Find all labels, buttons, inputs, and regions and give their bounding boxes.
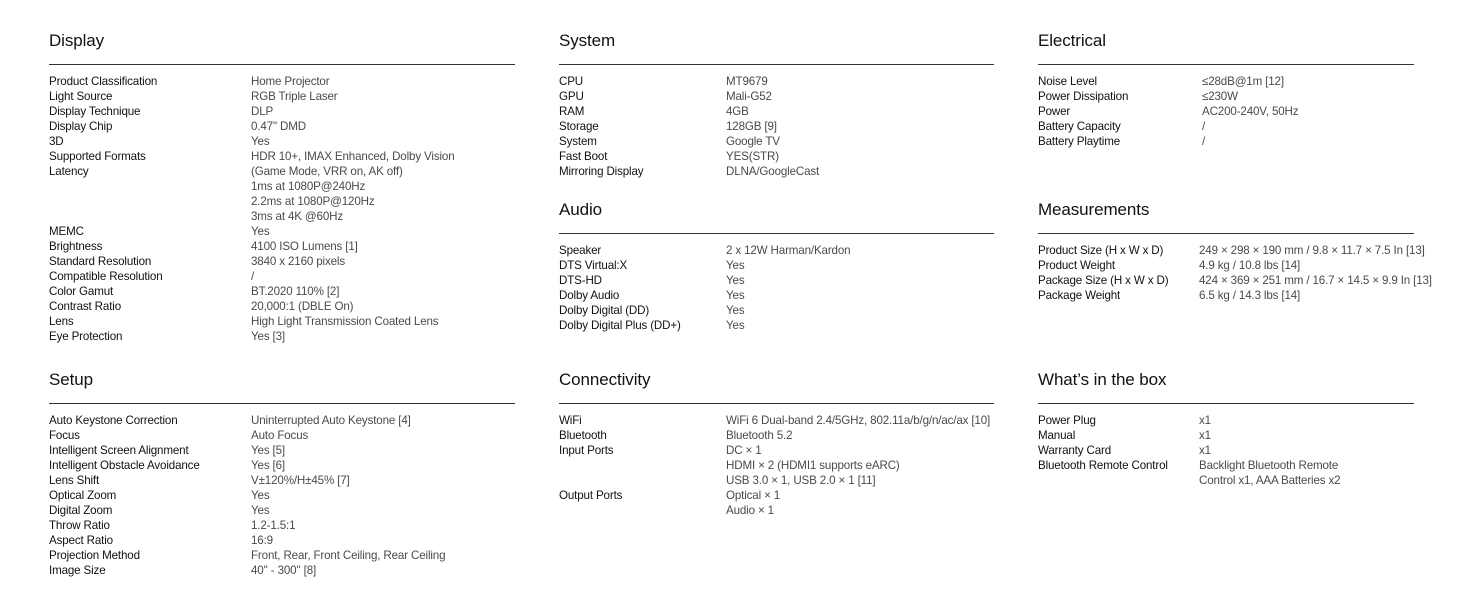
spec-value-line: V±120%/H±45% [7]	[251, 474, 350, 487]
spec-row	[49, 254, 515, 269]
spec-row	[559, 164, 994, 179]
spec-row	[559, 303, 994, 318]
spec-label: Storage	[559, 120, 599, 133]
spec-value	[726, 488, 994, 518]
spec-label: Power Dissipation	[1038, 90, 1129, 103]
spec-value-line: 1.2-1.5:1	[251, 519, 296, 532]
spec-label: Lens	[49, 315, 74, 328]
spec-value	[726, 104, 994, 119]
spec-label: Fast Boot	[559, 150, 608, 163]
spec-row	[49, 314, 515, 329]
spec-value-line: Yes	[726, 259, 745, 272]
spec-label: Package Size (H x W x D)	[1038, 274, 1169, 287]
spec-label: Contrast Ratio	[49, 300, 122, 313]
spec-row	[559, 428, 994, 443]
spec-label: Auto Keystone Correction	[49, 414, 178, 427]
spec-value-line: HDR 10+, IMAX Enhanced, Dolby Vision	[251, 150, 455, 163]
spec-value-line: Yes	[726, 274, 745, 287]
spec-row	[1038, 443, 1414, 458]
section-divider	[559, 403, 994, 404]
spec-value-line: HDMI × 2 (HDMI1 supports eARC)	[726, 459, 900, 472]
spec-row	[49, 533, 515, 548]
spec-value-line: 4.9 kg / 10.8 lbs [14]	[1199, 259, 1301, 272]
spec-value-line: 6.5 kg / 14.3 lbs [14]	[1199, 289, 1301, 302]
spec-row	[49, 104, 515, 119]
spec-row	[1038, 74, 1414, 89]
spec-value-line: Yes	[251, 135, 270, 148]
spec-value-line: x1	[1199, 429, 1211, 442]
spec-value	[726, 134, 994, 149]
section-title: Measurements	[1038, 200, 1150, 219]
spec-value-line: Auto Focus	[251, 429, 309, 442]
spec-value	[251, 314, 515, 329]
spec-list	[1038, 413, 1414, 488]
spec-label: Dolby Digital (DD)	[559, 304, 650, 317]
spec-label: Battery Capacity	[1038, 120, 1121, 133]
spec-label: Product Classification	[49, 75, 158, 88]
spec-row	[49, 284, 515, 299]
section-divider	[49, 403, 515, 404]
spec-list	[559, 243, 994, 333]
spec-value-line: DLP	[251, 105, 274, 118]
spec-row	[49, 443, 515, 458]
spec-value	[726, 273, 994, 288]
spec-label: Power Plug	[1038, 414, 1096, 427]
spec-value-line: x1	[1199, 444, 1211, 457]
section-divider	[49, 64, 515, 65]
spec-value-line: /	[1202, 120, 1206, 133]
spec-value	[1199, 458, 1414, 488]
spec-value-line: 16:9	[251, 534, 273, 547]
spec-value	[726, 288, 994, 303]
spec-label: 3D	[49, 135, 64, 148]
spec-value	[251, 443, 515, 458]
spec-label: Intelligent Obstacle Avoidance	[49, 459, 200, 472]
spec-label: Speaker	[559, 244, 602, 257]
spec-value	[251, 269, 515, 284]
spec-value	[726, 74, 994, 89]
spec-label: MEMC	[49, 225, 84, 238]
spec-value	[251, 548, 515, 563]
spec-value	[251, 488, 515, 503]
spec-value-line: ≤28dB@1m [12]	[1202, 75, 1284, 88]
spec-value	[251, 134, 515, 149]
spec-label: GPU	[559, 90, 584, 103]
spec-row	[49, 164, 515, 224]
spec-value-line: 3ms at 4K @60Hz	[251, 210, 344, 223]
spec-list	[559, 413, 994, 518]
spec-row	[559, 89, 994, 104]
spec-row	[559, 74, 994, 89]
spec-label: Bluetooth Remote Control	[1038, 459, 1168, 472]
spec-value	[251, 458, 515, 473]
spec-value-line: 424 × 369 × 251 mm / 16.7 × 14.5 × 9.9 In [13]	[1199, 274, 1432, 287]
spec-row	[559, 258, 994, 273]
spec-value	[726, 164, 994, 179]
spec-value-line: 249 × 298 × 190 mm / 9.8 × 11.7 × 7.5 In [13]	[1199, 244, 1425, 257]
spec-list	[49, 413, 515, 578]
spec-value	[1199, 243, 1425, 258]
spec-value-line: USB 3.0 × 1, USB 2.0 × 1 [11]	[726, 474, 876, 487]
spec-label: Light Source	[49, 90, 113, 103]
spec-row	[559, 243, 994, 258]
spec-value	[1199, 258, 1414, 273]
spec-row	[1038, 134, 1414, 149]
spec-value	[251, 89, 515, 104]
spec-value-line: 4GB	[726, 105, 749, 118]
spec-label: Input Ports	[559, 444, 614, 457]
spec-row	[559, 488, 994, 518]
spec-label: Manual	[1038, 429, 1076, 442]
spec-value-line: Front, Rear, Front Ceiling, Rear Ceiling	[251, 549, 446, 562]
spec-value	[251, 533, 515, 548]
spec-label: Product Weight	[1038, 259, 1115, 272]
spec-label: Standard Resolution	[49, 255, 152, 268]
spec-value-line: Yes [6]	[251, 459, 285, 472]
spec-value-line: Yes [3]	[251, 330, 285, 343]
spec-value-line: Yes [5]	[251, 444, 285, 457]
spec-label: DTS-HD	[559, 274, 602, 287]
spec-row	[1038, 273, 1432, 288]
spec-value	[726, 428, 994, 443]
spec-label: Focus	[49, 429, 80, 442]
spec-value-line: DLNA/GoogleCast	[726, 165, 820, 178]
spec-label: RAM	[559, 105, 585, 118]
spec-value	[251, 473, 515, 488]
spec-label: Intelligent Screen Alignment	[49, 444, 189, 457]
spec-value	[251, 149, 515, 164]
spec-label: Warranty Card	[1038, 444, 1111, 457]
spec-value-line: 4100 ISO Lumens [1]	[251, 240, 358, 253]
spec-row	[49, 518, 515, 533]
spec-value-line: Control x1, AAA Batteries x2	[1199, 474, 1341, 487]
spec-value-line: 0.47" DMD	[251, 120, 306, 133]
spec-row	[1038, 89, 1414, 104]
spec-row	[49, 134, 515, 149]
spec-value-line: Yes	[251, 504, 270, 517]
spec-value	[251, 239, 515, 254]
spec-value	[726, 89, 994, 104]
spec-label: Dolby Digital Plus (DD+)	[559, 319, 681, 332]
spec-label: Digital Zoom	[49, 504, 113, 517]
spec-row	[559, 104, 994, 119]
spec-label: Product Size (H x W x D)	[1038, 244, 1164, 257]
spec-row	[1038, 104, 1414, 119]
spec-value-line: 40'' - 300'' [8]	[251, 564, 317, 577]
spec-row	[1038, 243, 1425, 258]
spec-value	[251, 164, 515, 224]
spec-row	[559, 288, 994, 303]
spec-value	[251, 503, 515, 518]
spec-label: Latency	[49, 165, 89, 178]
spec-list	[1038, 243, 1432, 303]
spec-value-line: Mali-G52	[726, 90, 772, 103]
spec-value-line: Yes	[726, 304, 745, 317]
spec-row	[49, 413, 515, 428]
spec-list	[559, 74, 994, 179]
spec-value-line: Home Projector	[251, 75, 330, 88]
spec-row	[49, 224, 515, 239]
spec-label: Throw Ratio	[49, 519, 110, 532]
spec-label: Dolby Audio	[559, 289, 620, 302]
spec-value-line: 128GB [9]	[726, 120, 777, 133]
spec-value	[251, 104, 515, 119]
spec-value	[726, 243, 994, 258]
spec-label: Image Size	[49, 564, 106, 577]
spec-row	[49, 74, 515, 89]
spec-value-line: Optical × 1	[726, 489, 781, 502]
spec-value	[726, 303, 994, 318]
spec-row	[1038, 258, 1414, 273]
spec-label: Eye Protection	[49, 330, 123, 343]
spec-value-line: High Light Transmission Coated Lens	[251, 315, 439, 328]
spec-label: Bluetooth	[559, 429, 607, 442]
section-title: System	[559, 31, 616, 50]
section-title: Electrical	[1038, 31, 1106, 50]
spec-row	[559, 134, 994, 149]
spec-value-line: /	[1202, 135, 1206, 148]
spec-value	[726, 119, 994, 134]
spec-row	[49, 119, 515, 134]
section-divider	[1038, 233, 1414, 234]
spec-value-line: Google TV	[726, 135, 780, 148]
spec-value	[1202, 134, 1414, 149]
spec-value	[1199, 288, 1414, 303]
spec-value	[726, 443, 994, 488]
spec-label: Brightness	[49, 240, 103, 253]
spec-row	[49, 89, 515, 104]
spec-value-line: Backlight Bluetooth Remote	[1199, 459, 1339, 472]
spec-row	[49, 239, 515, 254]
spec-value	[251, 329, 515, 344]
spec-row	[559, 273, 994, 288]
spec-row	[49, 269, 515, 284]
spec-label: DTS Virtual:X	[559, 259, 628, 272]
spec-value-line: Yes	[251, 489, 270, 502]
spec-value	[1199, 428, 1414, 443]
spec-value-line: 2.2ms at 1080P@120Hz	[251, 195, 375, 208]
spec-value	[251, 119, 515, 134]
spec-row	[49, 428, 515, 443]
spec-value	[251, 518, 515, 533]
section-title: Display	[49, 31, 105, 50]
spec-value	[1199, 273, 1432, 288]
section-title: Audio	[559, 200, 602, 219]
spec-value-line: 1ms at 1080P@240Hz	[251, 180, 366, 193]
spec-value	[726, 258, 994, 273]
spec-row	[49, 488, 515, 503]
spec-value-line: Audio × 1	[726, 504, 774, 517]
spec-value-line: x1	[1199, 414, 1211, 427]
spec-value-line: YES(STR)	[726, 150, 779, 163]
spec-label: Color Gamut	[49, 285, 114, 298]
spec-label: Aspect Ratio	[49, 534, 113, 547]
spec-row	[49, 149, 515, 164]
spec-row	[1038, 413, 1414, 428]
spec-list	[49, 74, 515, 344]
spec-label: Output Ports	[559, 489, 623, 502]
spec-row	[49, 473, 515, 488]
section-title: Setup	[49, 370, 93, 389]
spec-value-line: AC200-240V, 50Hz	[1202, 105, 1299, 118]
spec-row	[49, 563, 515, 578]
spec-value-line: BT.2020 110% [2]	[251, 285, 340, 298]
spec-row	[49, 458, 515, 473]
spec-row	[49, 548, 515, 563]
spec-value	[1202, 104, 1414, 119]
section-title: What’s in the box	[1038, 370, 1167, 389]
spec-row	[1038, 458, 1414, 488]
spec-row	[49, 503, 515, 518]
spec-value-line: 2 x 12W Harman/Kardon	[726, 244, 851, 257]
spec-value	[251, 224, 515, 239]
spec-label: Noise Level	[1038, 75, 1097, 88]
spec-value	[1199, 443, 1414, 458]
spec-row	[49, 329, 515, 344]
spec-value-line: WiFi 6 Dual-band 2.4/5GHz, 802.11a/b/g/n/ac/ax [10]	[726, 414, 991, 427]
spec-label: Package Weight	[1038, 289, 1121, 302]
spec-label: Display Chip	[49, 120, 113, 133]
spec-value	[1199, 413, 1414, 428]
spec-value	[1202, 74, 1414, 89]
spec-value	[726, 149, 994, 164]
section-title: Connectivity	[559, 370, 651, 389]
spec-value	[1202, 89, 1414, 104]
spec-row	[1038, 428, 1414, 443]
spec-value	[1202, 119, 1414, 134]
spec-row	[1038, 119, 1414, 134]
spec-value	[251, 413, 515, 428]
spec-value-line: Yes	[251, 225, 270, 238]
spec-label: Optical Zoom	[49, 489, 117, 502]
spec-label: Display Technique	[49, 105, 141, 118]
spec-value-line: Yes	[726, 289, 745, 302]
spec-label: Battery Playtime	[1038, 135, 1121, 148]
spec-value-line: MT9679	[726, 75, 768, 88]
spec-value-line: Bluetooth 5.2	[726, 429, 793, 442]
spec-value-line: Yes	[726, 319, 745, 332]
spec-value-line: 3840 x 2160 pixels	[251, 255, 345, 268]
spec-value-line: RGB Triple Laser	[251, 90, 338, 103]
spec-row	[1038, 288, 1414, 303]
spec-value-line: DC × 1	[726, 444, 762, 457]
spec-value	[251, 284, 515, 299]
spec-value	[251, 299, 515, 314]
spec-value	[251, 74, 515, 89]
spec-value	[726, 413, 994, 428]
spec-value	[251, 254, 515, 269]
spec-value	[726, 318, 994, 333]
spec-value-line: (Game Mode, VRR on, AK off)	[251, 165, 403, 178]
spec-label: Mirroring Display	[559, 165, 644, 178]
spec-row	[559, 443, 994, 488]
spec-value	[251, 428, 515, 443]
spec-label: Compatible Resolution	[49, 270, 163, 283]
section-divider	[1038, 403, 1414, 404]
section-divider	[559, 233, 994, 234]
spec-row	[559, 119, 994, 134]
spec-label: Power	[1038, 105, 1071, 118]
spec-row	[559, 149, 994, 164]
spec-label: Projection Method	[49, 549, 140, 562]
spec-label: WiFi	[559, 414, 582, 427]
section-divider	[1038, 64, 1414, 65]
spec-row	[559, 413, 994, 428]
section-divider	[559, 64, 994, 65]
spec-label: Lens Shift	[49, 474, 100, 487]
spec-value-line: 20,000:1 (DBLE On)	[251, 300, 354, 313]
spec-value-line: /	[251, 270, 255, 283]
spec-row	[49, 299, 515, 314]
spec-list	[1038, 74, 1414, 149]
spec-row	[559, 318, 994, 333]
spec-label: System	[559, 135, 597, 148]
spec-label: Supported Formats	[49, 150, 146, 163]
spec-value-line: ≤230W	[1202, 90, 1238, 103]
spec-label: CPU	[559, 75, 584, 88]
spec-value	[251, 563, 515, 578]
spec-value-line: Uninterrupted Auto Keystone [4]	[251, 414, 411, 427]
